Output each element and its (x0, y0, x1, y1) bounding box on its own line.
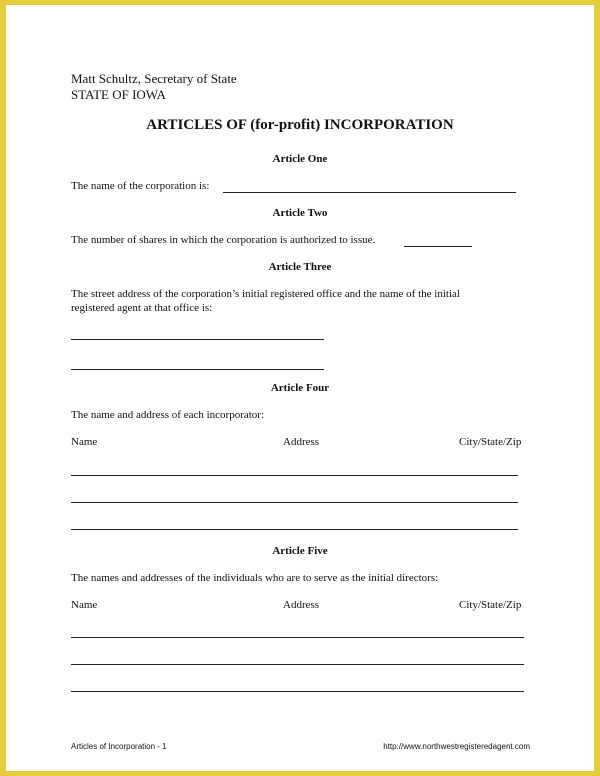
article-four-text: The name and address of each incorporator: (71, 409, 265, 421)
article-three-text-line1: The street address of the corporation’s initial registered office and the name of the initial (71, 288, 460, 300)
article-five-text: The names and addresses of the individuals who are to serve as the initial directors: (71, 572, 439, 584)
article-three-heading: Article Three (268, 261, 332, 273)
page-title: ARTICLES OF (for-profit) INCORPORATION (146, 117, 454, 133)
registered-office-field-1[interactable] (71, 339, 324, 340)
article-one-heading: Article One (272, 153, 328, 165)
director-field-3[interactable] (71, 691, 524, 692)
state-name: STATE OF IOWA (71, 87, 167, 102)
column-address: Address (283, 436, 320, 448)
corporation-name-field[interactable] (223, 192, 516, 193)
column-address: Address (283, 599, 320, 611)
column-city-state-zip: City/State/Zip (459, 436, 522, 448)
article-five-heading: Article Five (272, 545, 328, 557)
article-two-heading: Article Two (272, 207, 328, 219)
article-four-heading: Article Four (270, 382, 330, 394)
incorporator-field-1[interactable] (71, 475, 518, 476)
shares-field[interactable] (404, 246, 472, 247)
director-field-1[interactable] (71, 637, 524, 638)
registered-office-field-2[interactable] (71, 369, 324, 370)
official-name: Matt Schultz, Secretary of State (71, 71, 237, 86)
incorporator-field-2[interactable] (71, 502, 518, 503)
column-name: Name (71, 436, 98, 448)
director-field-2[interactable] (71, 664, 524, 665)
article-one-text: The name of the corporation is: (71, 180, 210, 192)
document-page (6, 5, 594, 771)
footer-url[interactable]: http://www.northwestregisteredagent.com (383, 742, 530, 751)
column-name: Name (71, 599, 98, 611)
column-city-state-zip: City/State/Zip (459, 599, 522, 611)
footer-page-label: Articles of Incorporation - 1 (71, 742, 167, 751)
article-three-text-line2: registered agent at that office is: (71, 302, 213, 314)
incorporator-field-3[interactable] (71, 529, 518, 530)
article-two-text: The number of shares in which the corporation is authorized to issue. (71, 234, 376, 246)
